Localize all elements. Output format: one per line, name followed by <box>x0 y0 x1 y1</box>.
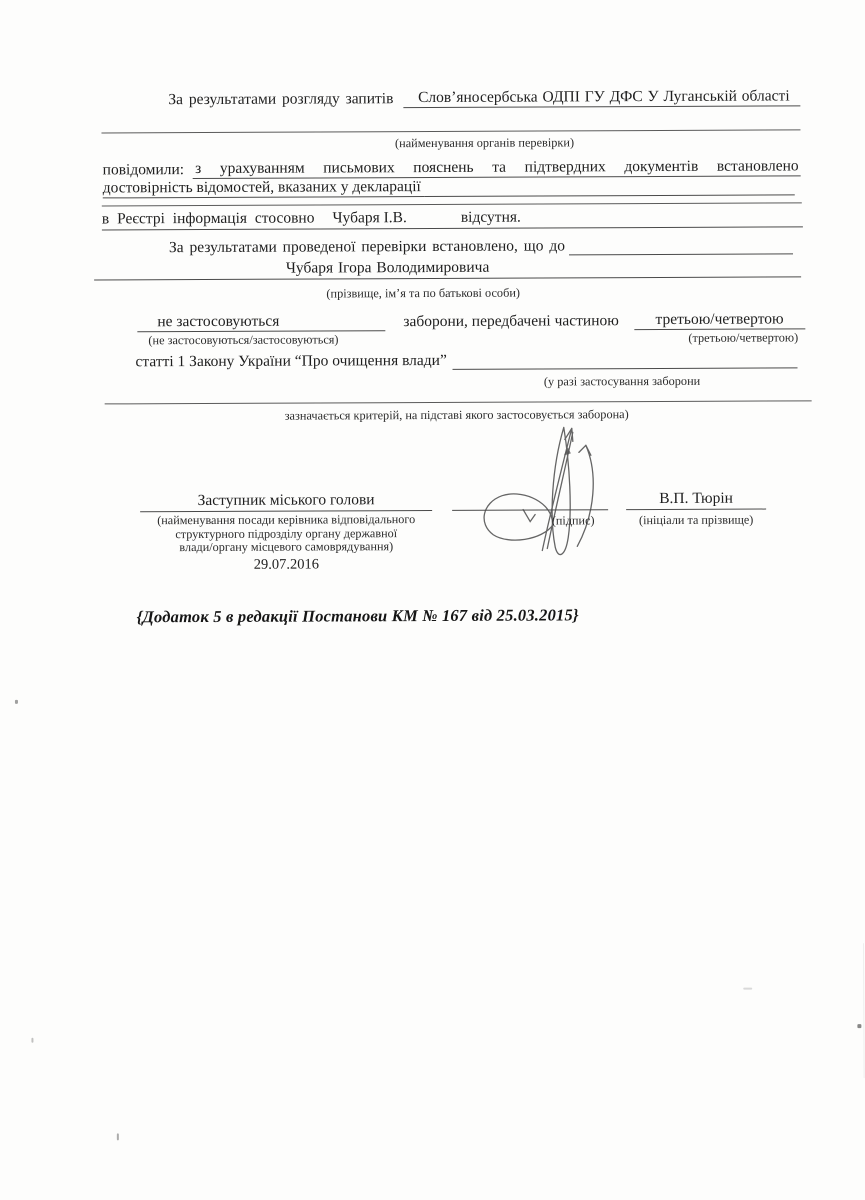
blank-underline <box>453 367 798 370</box>
person-name-value: Чубаря Ігора Володимировича <box>94 255 801 280</box>
prohibition-part-value: третьою/четвертою <box>634 310 806 330</box>
registry-person-value: Чубаря І.В. <box>332 209 407 227</box>
law-article-text: статті 1 Закону України “Про очищення влади” <box>135 351 447 371</box>
reported-label: повідомили: <box>102 161 185 179</box>
blank-underline <box>425 194 795 197</box>
registry-status-value: відсутня. <box>460 208 521 226</box>
person-name-caption: (прізвище, ім’я та по батькові особи) <box>326 285 521 301</box>
position-caption-line2: структурного підрозділу органу державної <box>175 525 398 541</box>
appendix-revision-note: {Додаток 5 в редакції Постанови КМ № 167 від 25.03.2015} <box>136 605 579 627</box>
law-caption-line2: зазначається критерій, на підставі якого застосовується заборона) <box>284 407 629 423</box>
verification-bodies-caption: (найменування органів перевірки) <box>394 135 575 151</box>
ruled-line <box>102 202 802 206</box>
reported-row-2 <box>103 175 795 198</box>
ruled-line <box>101 129 800 133</box>
intro-prefix: За результатами розгляду запитів <box>168 90 394 109</box>
law-article-row <box>135 349 797 371</box>
official-name-value: В.П. Тюрін <box>626 489 766 511</box>
verification-body-value: Слов’яносербська ОДПІ ГУ ДФС У Луганській області <box>403 86 800 108</box>
signature-left-column <box>140 490 432 574</box>
registry-row <box>102 206 803 230</box>
sign-caption: (підпис) <box>551 513 595 528</box>
signature-right-column <box>626 489 766 511</box>
position-caption-line1: (найменування посади керівника відповідального <box>157 512 416 528</box>
scan-speck <box>117 1133 119 1140</box>
intro-row <box>102 86 800 109</box>
prohibition-applied-value: не застосовуються <box>137 312 385 332</box>
reported-value-line1: з урахуванням письмових пояснень та підтвердних документів встановлено <box>193 156 801 179</box>
registry-prefix: в Реєстрі інформація стосовно <box>101 209 315 228</box>
results-row <box>103 235 793 257</box>
results-prefix: За результатами проведеної перевірки встановлено, що до <box>168 237 565 257</box>
position-caption-line3: влади/органу місцевого самоврядування) <box>179 539 394 555</box>
position-title: Заступник міського голови <box>140 490 432 512</box>
law-caption-line1: (у разі застосування заборони <box>543 373 701 389</box>
scan-speck <box>15 700 18 704</box>
scan-speck <box>743 988 752 990</box>
scan-speck <box>31 1038 33 1043</box>
scan-edge-shadow <box>863 943 865 1078</box>
signature-date: 29.07.2016 <box>253 555 320 573</box>
prohibition-applied-caption: (не застосовуються/застосовуються) <box>148 332 339 348</box>
prohibition-middle-text: заборони, передбачені частиною <box>403 312 619 331</box>
official-name-caption: (ініціали та прізвище) <box>638 512 754 528</box>
prohibitions-row <box>103 310 805 332</box>
reported-value-line2: достовірність відомостей, вказаних у декларації <box>103 177 425 198</box>
prohibition-part-caption: (третьою/четвертою) <box>688 330 799 345</box>
handwritten-signature-ink <box>452 397 623 568</box>
scan-speck <box>857 1024 861 1028</box>
